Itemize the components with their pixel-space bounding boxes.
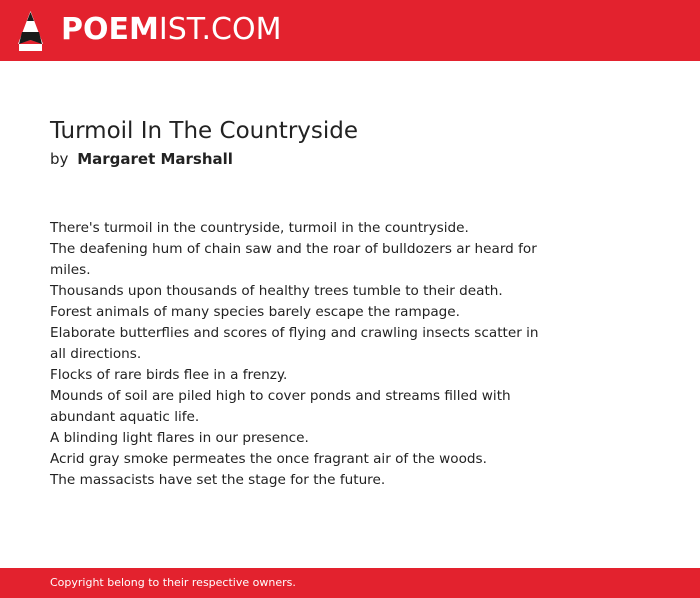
byline — [50, 149, 233, 169]
poem-line: Elaborate butterflies and scores of flying and crawling insects scatter in — [50, 325, 539, 341]
site-logo[interactable] — [61, 12, 281, 48]
poem-line: Thousands upon thousands of healthy trees tumble to their death. — [50, 283, 503, 299]
poem-line: all directions. — [50, 346, 142, 362]
poem-line: The deafening hum of chain saw and the roar of bulldozers ar heard for — [50, 241, 537, 257]
poem-line: Flocks of rare birds flee in a frenzy. — [50, 367, 288, 383]
copyright-notice: Copyright belong to their respective owners. — [50, 576, 296, 589]
poem-body — [50, 218, 550, 491]
site-footer — [0, 568, 700, 598]
site-header — [0, 0, 700, 61]
poem-line: abundant aquatic life. — [50, 409, 200, 425]
pencil-logo-icon[interactable] — [17, 10, 44, 52]
poem-line: There's turmoil in the countryside, turmoil in the countryside. — [50, 220, 469, 236]
author-name: Margaret Marshall — [77, 150, 233, 168]
logo-light-text: IST.COM — [158, 12, 282, 47]
poem-line: Acrid gray smoke permeates the once fragrant air of the woods. — [50, 451, 487, 467]
poem-line: Forest animals of many species barely escape the rampage. — [50, 304, 460, 320]
poem-line: A blinding light flares in our presence. — [50, 430, 309, 446]
poem-line: The massacists have set the stage for the future. — [50, 472, 386, 488]
poem-line: miles. — [50, 262, 91, 278]
logo-bold-text: POEM — [61, 12, 159, 47]
poem-line: Mounds of soil are piled high to cover ponds and streams filled with — [50, 388, 511, 404]
by-label: by — [50, 150, 69, 168]
poem-title: Turmoil In The Countryside — [50, 118, 359, 144]
